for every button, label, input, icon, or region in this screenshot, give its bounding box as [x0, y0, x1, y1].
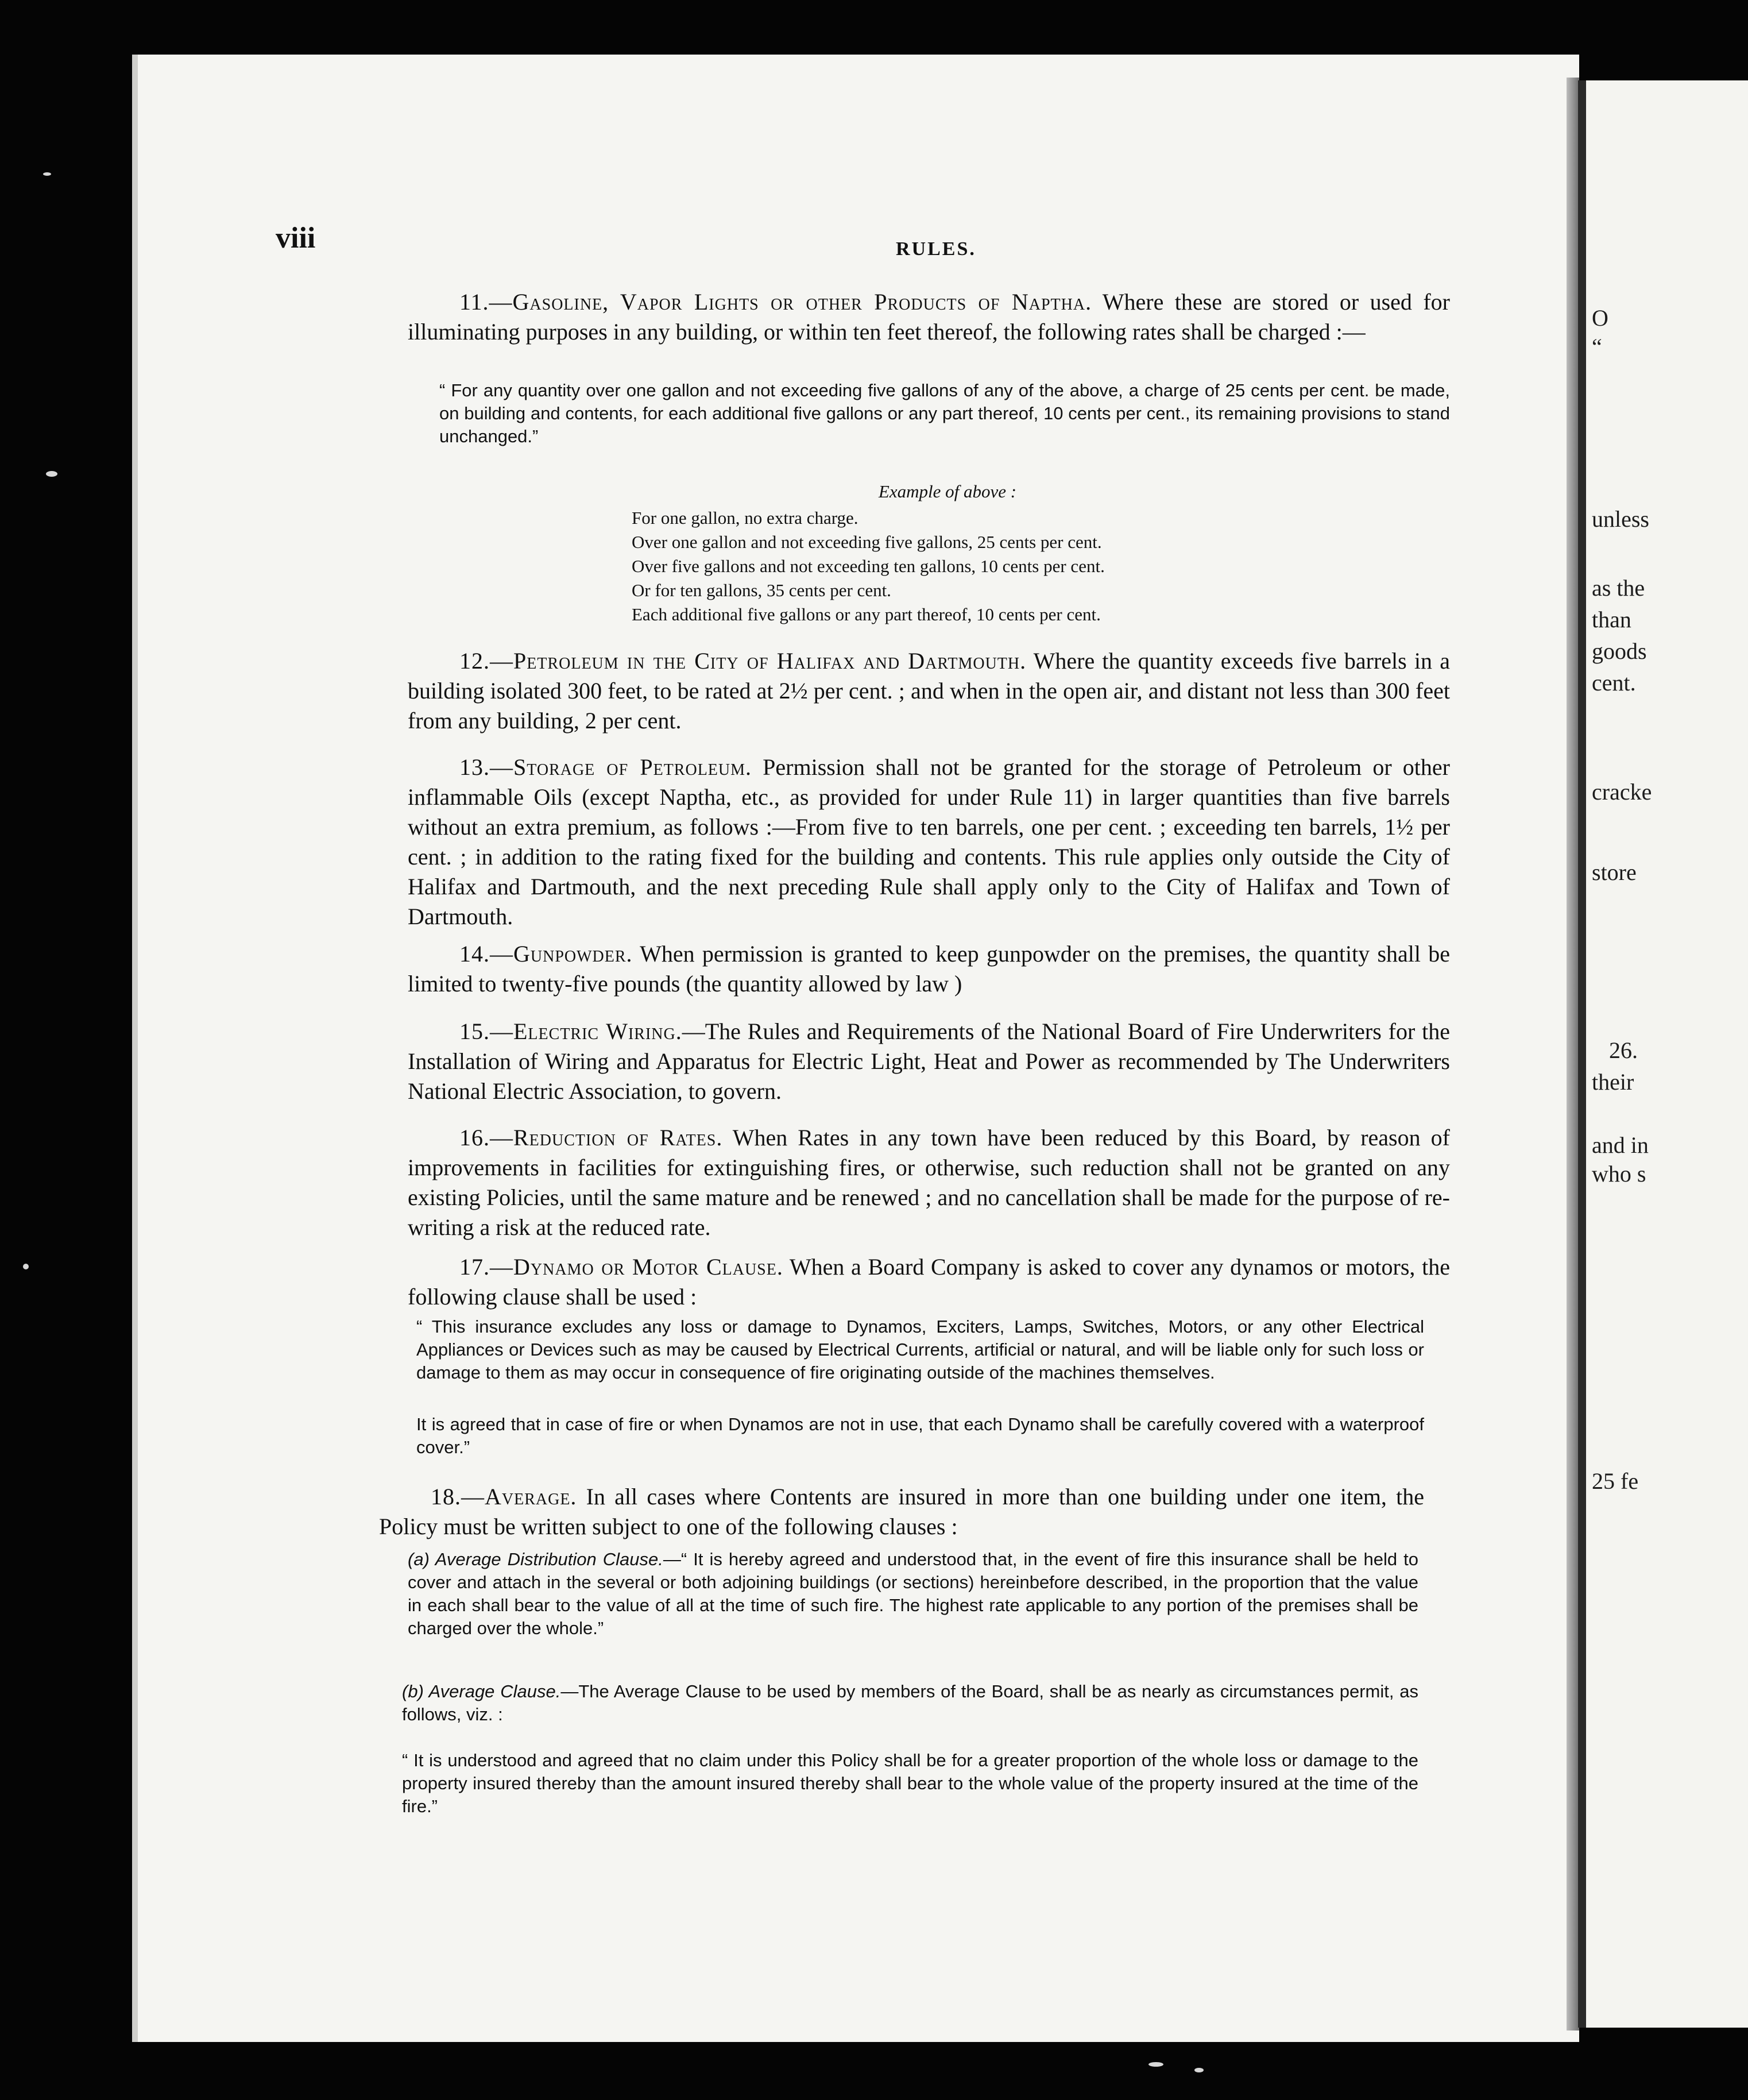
- facing-text-fragment: cent.: [1592, 670, 1636, 696]
- rule-18-clause-a: [408, 1548, 1418, 1640]
- rule-body: Where these are stored or used for illuminating purposes in any building, or within ten feet thereof, the following rates shall be charged :—: [408, 289, 1451, 345]
- rule-18-clause-b: [402, 1680, 1418, 1726]
- rule-body: When permission is granted to keep gunpowder on the premises, the quantity shall be limited to twenty-five pounds (the quantity allowed by law ): [408, 941, 1451, 997]
- rule-17-quote-2: It is agreed that in case of fire or when Dynamos are not in use, that each Dynamo shall be carefully covered with a waterproof cover.”: [416, 1414, 1424, 1457]
- scan-speck: [23, 1264, 29, 1269]
- facing-text-fragment: their: [1592, 1069, 1634, 1095]
- example-line: Each additional five gallons or any part thereof, 10 cents per cent.: [632, 604, 1101, 624]
- rule-11-example: [632, 480, 1263, 627]
- rule-13: [408, 752, 1450, 932]
- clause-label: (a) Average Distribution Clause.: [408, 1549, 663, 1569]
- rule-body: In all cases where Contents are insured in more than one building under one item, the Policy must be written subject to one of the following clauses :: [379, 1484, 1425, 1539]
- facing-text-fragment: “: [1592, 334, 1602, 360]
- rule-title: 18.—Average.: [431, 1484, 577, 1510]
- facing-text-fragment: 26.: [1609, 1037, 1638, 1063]
- page-edge-shadow: [1567, 78, 1579, 2030]
- facing-text-fragment: as the: [1592, 575, 1645, 601]
- rule-title: 16.—Reduction of Rates.: [459, 1125, 723, 1151]
- rule-title: 13.—Storage of Petroleum.: [459, 754, 752, 780]
- facing-text-fragment: than: [1592, 607, 1631, 632]
- rule-title: 14.—Gunpowder.: [459, 941, 633, 967]
- rule-18-clause-b-quote: “ It is understood and agreed that no claim under this Policy shall be for a greater proportion of the whole loss or damage to the property insured thereby than the amount insured thereby shall bear to the whole value of the property insured at the time of the fire.”: [402, 1750, 1418, 1816]
- scan-speck: [1194, 2068, 1204, 2072]
- facing-text-fragment: who s: [1592, 1161, 1646, 1187]
- rule-body: Where the quantity exceeds five barrels in a building isolated 300 feet, to be rated at 2½ per cent. ; and when in the open air, and distant not less than 300 feet from any building, 2 per cent.: [408, 648, 1450, 734]
- example-heading: Example of above :: [878, 481, 1017, 501]
- scan-speck: [43, 172, 51, 176]
- rule-title: 11.—Gasoline, Vapor Lights or other Products of Naptha.: [459, 289, 1092, 315]
- facing-text-fragment: cracke: [1592, 779, 1652, 805]
- rule-title: 17.—Dynamo or Motor Clause.: [459, 1254, 783, 1280]
- rule-title: 15.—Electric Wiring.: [459, 1018, 682, 1044]
- rule-18: [379, 1482, 1424, 1542]
- facing-text-fragment: store: [1592, 859, 1637, 885]
- rule-body: —The Rules and Requirements of the National Board of Fire Underwriters for the Installation of Wiring and Apparatus for Electric Light, Heat and Power as recommended by The Underwriters National Electric Association, to govern.: [408, 1018, 1450, 1104]
- example-line: For one gallon, no extra charge.: [632, 508, 858, 528]
- rule-11: [408, 287, 1450, 347]
- rule-15: [408, 1017, 1450, 1106]
- page-number: viii: [276, 222, 316, 254]
- scan-speck: [1148, 2062, 1163, 2067]
- rule-16: [408, 1123, 1450, 1242]
- rule-body: When a Board Company is asked to cover any dynamos or motors, the following clause shall be used :: [408, 1254, 1451, 1310]
- facing-text-fragment: and in: [1592, 1132, 1649, 1158]
- rule-14: [408, 939, 1450, 999]
- example-line: Over one gallon and not exceeding five gallons, 25 cents per cent.: [632, 532, 1102, 552]
- example-line: Or for ten gallons, 35 cents per cent.: [632, 580, 891, 600]
- rule-title: 12.—Petroleum in the City of Halifax and Dartmouth.: [459, 648, 1027, 674]
- facing-text-fragment: goods: [1592, 638, 1647, 664]
- rule-body: When Rates in any town have been reduced by this Board, by reason of improvements in facilities for extinguishing fires, or otherwise, such reduction shall not be granted on any existing Policies, until the same mature and be renewed ; and no cancellation shall be made for the purpose of re-writing a risk at the reduced rate.: [408, 1125, 1450, 1240]
- rule-11-quote: “ For any quantity over one gallon and not exceeding five gallons of any of the above, a charge of 25 cents per cent. be made, on building and contents, for each additional five gallons or any part thereof, 10 cents per cent., its remaining provisions to stand unchanged.”: [439, 380, 1450, 446]
- facing-text-fragment: O: [1592, 305, 1608, 331]
- running-head: RULES.: [896, 238, 976, 260]
- rule-17: [408, 1252, 1450, 1312]
- scan-speck: [46, 471, 57, 477]
- facing-text-fragment: 25 fe: [1592, 1468, 1639, 1494]
- clause-label: (b) Average Clause.: [402, 1681, 561, 1701]
- clause-text: —“ It is hereby agreed and understood that, in the event of fire this insurance shall be held to cover and attach in the several or both adjoining buildings (or sections) hereinbefore described, in the proportion that the value in each shall bear to the value of all at the time of such fire. The highest rate applicable to any portion of the premises shall be charged over the whole.”: [408, 1549, 1418, 1638]
- example-line: Over five gallons and not exceeding ten gallons, 10 cents per cent.: [632, 556, 1105, 576]
- rule-12: [408, 646, 1450, 736]
- facing-page-fragment: [1578, 80, 1748, 2028]
- rule-body: Permission shall not be granted for the storage of Petroleum or other inflammable Oils (except Naptha, etc., as provided for under Rule 11) in larger quantities than five barrels without an extra premium, as follows :—From five to ten barrels, one per cent. ; exceeding ten barrels, 1½ per cent. ; in addition to the rating fixed for the building and contents. This rule applies only outside the City of Halifax and Dartmouth, and the next preceding Rule shall apply only to the City of Halifax and Town of Dartmouth.: [408, 754, 1450, 929]
- clause-text: —The Average Clause to be used by members of the Board, shall be as nearly as circumstances permit, as follows, viz. :: [402, 1681, 1418, 1724]
- facing-text-fragment: unless: [1592, 506, 1649, 532]
- rule-17-quote-1: “ This insurance excludes any loss or damage to Dynamos, Exciters, Lamps, Switches, Motors, or any other Electrical Appliances or Devices such as may be caused by Electrical Currents, artificial or natural, and will be liable only for such loss or damage to them as may occur in consequence of fire originating outside of the machines themselves.: [416, 1317, 1424, 1383]
